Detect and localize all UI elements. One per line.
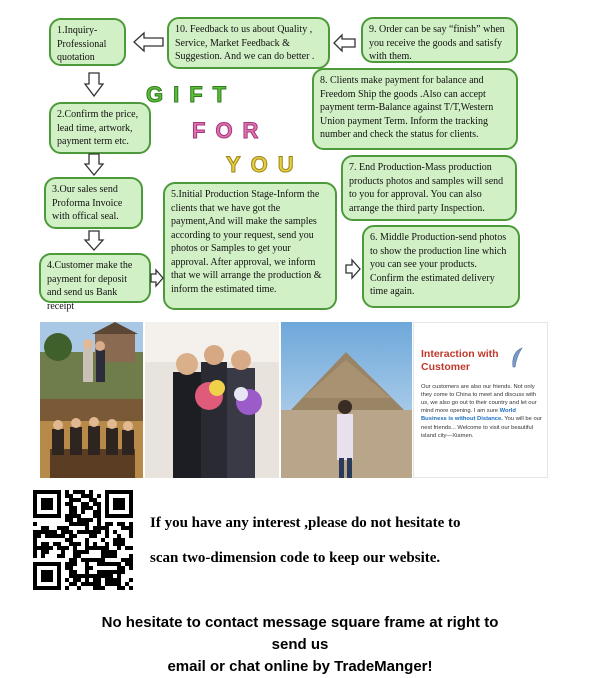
step-9-box [361, 17, 518, 63]
feather-pen-icon [510, 347, 524, 369]
step-3-text: 3.Our sales send Proforma Invoice with offical seal. [52, 184, 123, 222]
step-10-text: 10. Feedback to us about Quality , Service, Market Feedback & Suggestion. And we can do better . [175, 24, 315, 62]
arrow-left-9-to-10 [333, 34, 357, 52]
arrow-right-5-to-6 [345, 259, 361, 279]
step-4-box [39, 253, 151, 312]
step-5-text: 5.Initial Production Stage-Inform the clients that we have got the payment,And will make the samples according to your request, send you photos or Samples to get your approval. After approval, we inform that we will arrange the production & inform the estimated time. [171, 189, 322, 295]
arrow-down-2-to-3 [84, 153, 104, 177]
interaction-body-ending: You will be our next friends... Welcome to visit our beautiful island city—Xiamen. [421, 416, 542, 439]
interaction-panel [413, 322, 548, 478]
step-6-box [362, 225, 520, 308]
step-2-text: 2.Confirm the price, lead time, artwork, payment term etc. [57, 109, 139, 147]
customer-photo-pyramid [281, 322, 412, 478]
qr-message-line-2: scan two-dimension code to keep our website. [150, 550, 441, 566]
step-5-box [163, 182, 337, 310]
arrow-down-1-to-2 [84, 72, 104, 98]
step-6-text: 6. Middle Production-send photos to show the production line which you can see your products. Confirm the estimated delivery time again. [370, 232, 507, 297]
customer-photo-flowers [145, 322, 279, 478]
qr-code-icon [33, 490, 137, 590]
arrow-left-10-to-1 [133, 32, 165, 52]
for-word: FOR [192, 118, 269, 143]
step-2-box [49, 102, 151, 154]
customer-photo-outdoor [40, 322, 143, 399]
step-9-text: 9. Order can be say “finish” when you receive the goods and satisfy with them. [369, 24, 505, 62]
step-8-box [312, 68, 518, 150]
interaction-body [421, 383, 543, 440]
qr-message-line-1: If you have any interest ,please do not hesitate to [150, 515, 461, 531]
step-7-text: 7. End Production-Mass production products photos and samples will send to you for approval. You can also arrange the third party Inspection. [349, 162, 504, 214]
contact-line-3: email or chat online by TradeManger! [167, 658, 433, 675]
step-1-text: 1.Inquiry-Professional quotation [57, 25, 107, 63]
step-10-box [167, 17, 330, 69]
arrow-right-4-to-5 [150, 269, 164, 287]
interaction-title: Interaction with Customer [421, 348, 499, 373]
interaction-body-text: Our customers are also our friends. Not only they come to China to meet and discuss with us, we also go out to their country and let our mind more opening. I am sure [421, 384, 537, 415]
step-8-text: 8. Clients make payment for balance and Freedom Ship the goods .Also can accept payment term-Balance against T/T,Western Union payment Term. Inform the tracking number and check the status for clients. [320, 75, 494, 140]
arrow-down-3-to-4 [84, 230, 104, 252]
step-7-box [341, 155, 517, 221]
interaction-body-highlight: World Business is without Distance. [421, 408, 516, 423]
step-4-text: 4.Customer make the payment for deposit and send us Bank receipt [47, 260, 133, 312]
gift-word: GIFT [146, 82, 237, 107]
step-3-box [44, 177, 143, 229]
contact-line-2: send us [271, 636, 329, 653]
step-1-box [49, 18, 126, 66]
you-word: YOU [226, 152, 304, 177]
contact-line-1: No hesitate to contact message square frame at right to [101, 614, 499, 631]
customer-photo-indoor [40, 399, 143, 478]
